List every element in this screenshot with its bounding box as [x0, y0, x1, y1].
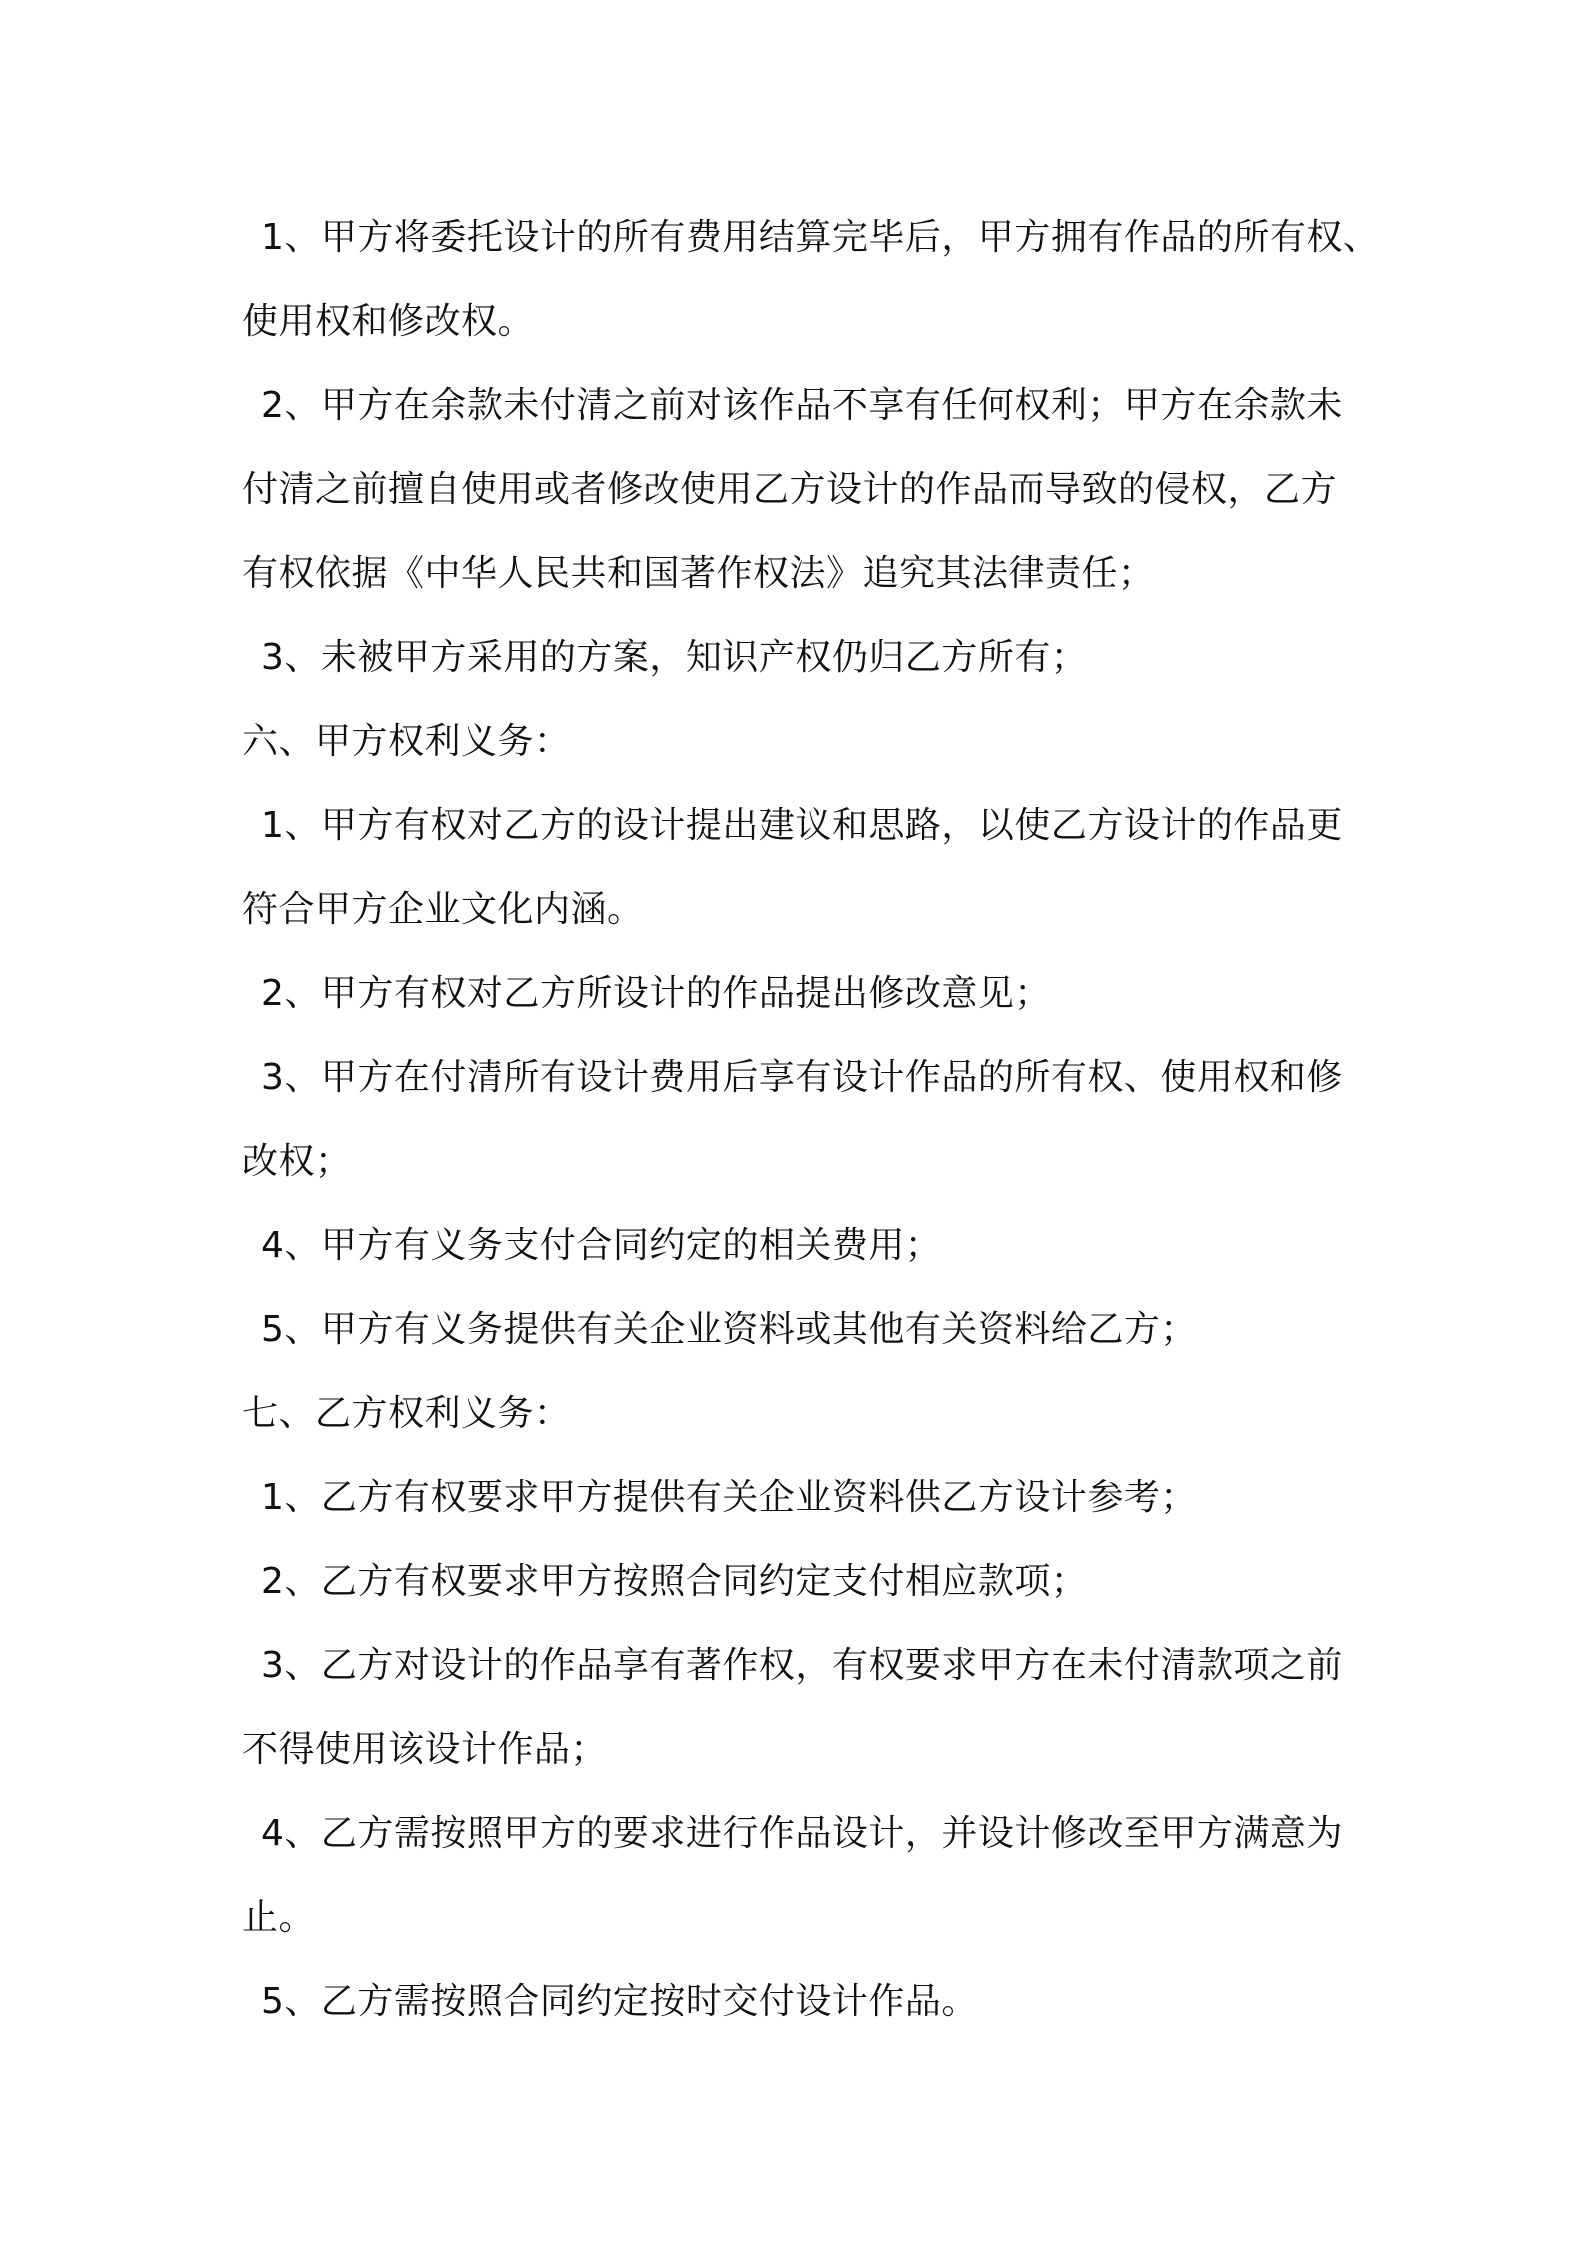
- section-7-heading: 七、乙方权利义务：: [242, 1393, 571, 1434]
- clause-5-item-1-line-2: 使用权和修改权。: [242, 301, 535, 342]
- section-7-item-2: 2、乙方有权要求甲方按照合同约定支付相应款项；: [261, 1561, 1088, 1602]
- document-body: [242, 196, 1380, 2044]
- section-7-item-4-line-2: 止。: [242, 1897, 316, 1938]
- clause-5-item-1-line-1: 1、甲方将委托设计的所有费用结算完毕后，甲方拥有作品的所有权、: [261, 217, 1380, 258]
- clause-5-item-2-line-1: 2、甲方在余款未付清之前对该作品不享有任何权利；甲方在余款未: [261, 385, 1343, 426]
- clause-5-item-3: 3、未被甲方采用的方案，知识产权仍归乙方所有；: [261, 637, 1088, 678]
- section-6-item-3-line-1: 3、甲方在付清所有设计费用后享有设计作品的所有权、使用权和修: [261, 1057, 1343, 1098]
- section-7-item-5: 5、乙方需按照合同约定按时交付设计作品。: [261, 1981, 978, 2022]
- section-7-item-1: 1、乙方有权要求甲方提供有关企业资料供乙方设计参考；: [261, 1477, 1197, 1518]
- section-6-item-4: 4、甲方有义务支付合同约定的相关费用；: [261, 1225, 942, 1266]
- section-6-item-5: 5、甲方有义务提供有关企业资料或其他有关资料给乙方；: [261, 1309, 1197, 1350]
- section-6-item-3-line-2: 改权；: [242, 1141, 352, 1182]
- clause-5-item-2-line-3: 有权依据《中华人民共和国著作权法》追究其法律责任；: [242, 553, 1155, 594]
- section-7-item-3-line-2: 不得使用该设计作品；: [242, 1729, 608, 1770]
- section-6-item-1-line-1: 1、甲方有权对乙方的设计提出建议和思路，以使乙方设计的作品更: [261, 805, 1343, 846]
- section-7-item-4-line-1: 4、乙方需按照甲方的要求进行作品设计，并设计修改至甲方满意为: [261, 1813, 1343, 1854]
- section-6-item-2: 2、甲方有权对乙方所设计的作品提出修改意见；: [261, 973, 1051, 1014]
- section-7-item-3-line-1: 3、乙方对设计的作品享有著作权，有权要求甲方在未付清款项之前: [261, 1645, 1343, 1686]
- clause-5-item-2-line-2: 付清之前擅自使用或者修改使用乙方设计的作品而导致的侵权，乙方: [242, 469, 1338, 510]
- section-6-item-1-line-2: 符合甲方企业文化内涵。: [242, 889, 644, 930]
- section-6-heading: 六、甲方权利义务：: [242, 721, 571, 762]
